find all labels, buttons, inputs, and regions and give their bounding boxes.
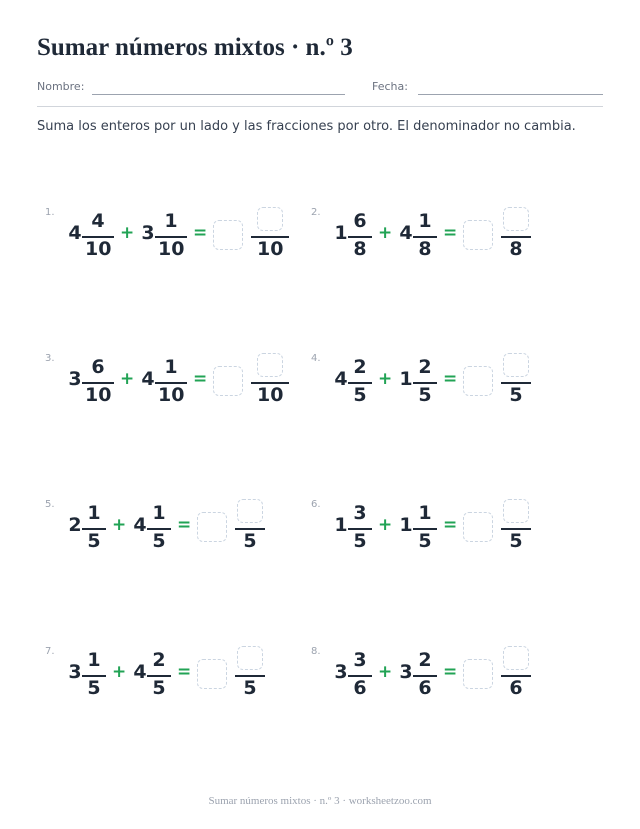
numerator: 2: [418, 649, 432, 671]
answer-whole-box[interactable]: [463, 659, 493, 689]
problem-number: 4.: [311, 353, 321, 364]
numerator: 1: [418, 502, 432, 524]
numerator: 1: [87, 649, 101, 671]
answer-numerator-box[interactable]: [503, 646, 529, 670]
equals-sign: =: [443, 223, 458, 243]
problem-number: 2.: [311, 207, 321, 218]
answer-whole-box[interactable]: [197, 512, 227, 542]
equals-sign: =: [177, 662, 192, 682]
problem-5: [45, 499, 325, 579]
numerator: 3: [353, 502, 367, 524]
answer-numerator-box[interactable]: [503, 499, 529, 523]
whole-number: 3: [68, 661, 82, 683]
whole-number: 4: [399, 222, 413, 244]
answer-denominator: 6: [509, 677, 523, 699]
plus-sign: +: [120, 223, 135, 243]
denominator: 6: [418, 677, 432, 699]
answer-whole-box[interactable]: [213, 220, 243, 250]
denominator: 8: [418, 238, 432, 260]
whole-number: 3: [68, 368, 82, 390]
whole-number: 1: [334, 514, 348, 536]
plus-sign: +: [378, 662, 393, 682]
equals-sign: =: [443, 369, 458, 389]
numerator: 1: [418, 210, 432, 232]
denominator: 5: [87, 530, 101, 552]
date-label: Fecha:: [372, 80, 408, 93]
date-field[interactable]: [418, 94, 603, 95]
numerator: 2: [152, 649, 166, 671]
answer-whole-box[interactable]: [463, 512, 493, 542]
answer-whole-box[interactable]: [463, 220, 493, 250]
denominator: 10: [85, 384, 112, 406]
equals-sign: =: [443, 662, 458, 682]
answer-numerator-box[interactable]: [503, 353, 529, 377]
answer-whole-box[interactable]: [213, 366, 243, 396]
equals-sign: =: [193, 369, 208, 389]
denominator: 5: [353, 384, 367, 406]
answer-whole-box[interactable]: [197, 659, 227, 689]
denominator: 5: [152, 530, 166, 552]
answer-denominator: 10: [257, 384, 284, 406]
numerator: 1: [87, 502, 101, 524]
numerator: 1: [164, 210, 178, 232]
numerator: 4: [91, 210, 105, 232]
numerator: 1: [152, 502, 166, 524]
whole-number: 2: [68, 514, 82, 536]
denominator: 5: [418, 384, 432, 406]
footer: Sumar números mixtos · n.º 3 · worksheetzoo.com: [208, 795, 432, 807]
problem-1: [45, 207, 325, 287]
denominator: 5: [87, 677, 101, 699]
name-label: Nombre:: [37, 80, 85, 93]
problem-number: 5.: [45, 499, 55, 510]
denominator: 5: [152, 677, 166, 699]
page-title: Sumar números mixtos · n.º 3: [37, 34, 353, 61]
problem-2: [311, 207, 591, 287]
whole-number: 1: [334, 222, 348, 244]
denominator: 10: [85, 238, 112, 260]
answer-numerator-box[interactable]: [237, 499, 263, 523]
denominator: 6: [353, 677, 367, 699]
answer-denominator: 8: [509, 238, 523, 260]
whole-number: 4: [133, 514, 147, 536]
header-divider: [37, 106, 603, 107]
numerator: 6: [91, 356, 105, 378]
whole-number: 4: [133, 661, 147, 683]
denominator: 10: [158, 384, 185, 406]
problem-3: [45, 353, 325, 433]
answer-denominator: 10: [257, 238, 284, 260]
answer-denominator: 5: [243, 530, 257, 552]
problem-number: 8.: [311, 646, 321, 657]
student-fields: [37, 80, 603, 98]
plus-sign: +: [112, 515, 127, 535]
numerator: 3: [353, 649, 367, 671]
problem-4: [311, 353, 591, 433]
numerator: 6: [353, 210, 367, 232]
answer-denominator: 5: [509, 384, 523, 406]
instructions: Suma los enteros por un lado y las fracciones por otro. El denominador no cambia.: [37, 119, 576, 134]
equals-sign: =: [177, 515, 192, 535]
plus-sign: +: [378, 515, 393, 535]
answer-denominator: 5: [243, 677, 257, 699]
equals-sign: =: [443, 515, 458, 535]
problem-number: 1.: [45, 207, 55, 218]
answer-numerator-box[interactable]: [503, 207, 529, 231]
problem-number: 3.: [45, 353, 55, 364]
whole-number: 1: [399, 514, 413, 536]
denominator: 8: [353, 238, 367, 260]
plus-sign: +: [112, 662, 127, 682]
problem-8: [311, 646, 591, 726]
numerator: 1: [164, 356, 178, 378]
whole-number: 3: [399, 661, 413, 683]
problem-number: 6.: [311, 499, 321, 510]
answer-whole-box[interactable]: [463, 366, 493, 396]
plus-sign: +: [378, 223, 393, 243]
whole-number: 4: [141, 368, 155, 390]
problem-7: [45, 646, 325, 726]
plus-sign: +: [378, 369, 393, 389]
problem-number: 7.: [45, 646, 55, 657]
denominator: 10: [158, 238, 185, 260]
whole-number: 3: [334, 661, 348, 683]
answer-numerator-box[interactable]: [257, 207, 283, 231]
plus-sign: +: [120, 369, 135, 389]
answer-numerator-box[interactable]: [257, 353, 283, 377]
whole-number: 4: [334, 368, 348, 390]
whole-number: 4: [68, 222, 82, 244]
whole-number: 3: [141, 222, 155, 244]
answer-numerator-box[interactable]: [237, 646, 263, 670]
numerator: 2: [353, 356, 367, 378]
denominator: 5: [418, 530, 432, 552]
numerator: 2: [418, 356, 432, 378]
denominator: 5: [353, 530, 367, 552]
name-field[interactable]: [92, 94, 345, 95]
answer-denominator: 5: [509, 530, 523, 552]
whole-number: 1: [399, 368, 413, 390]
equals-sign: =: [193, 223, 208, 243]
problem-6: [311, 499, 591, 579]
